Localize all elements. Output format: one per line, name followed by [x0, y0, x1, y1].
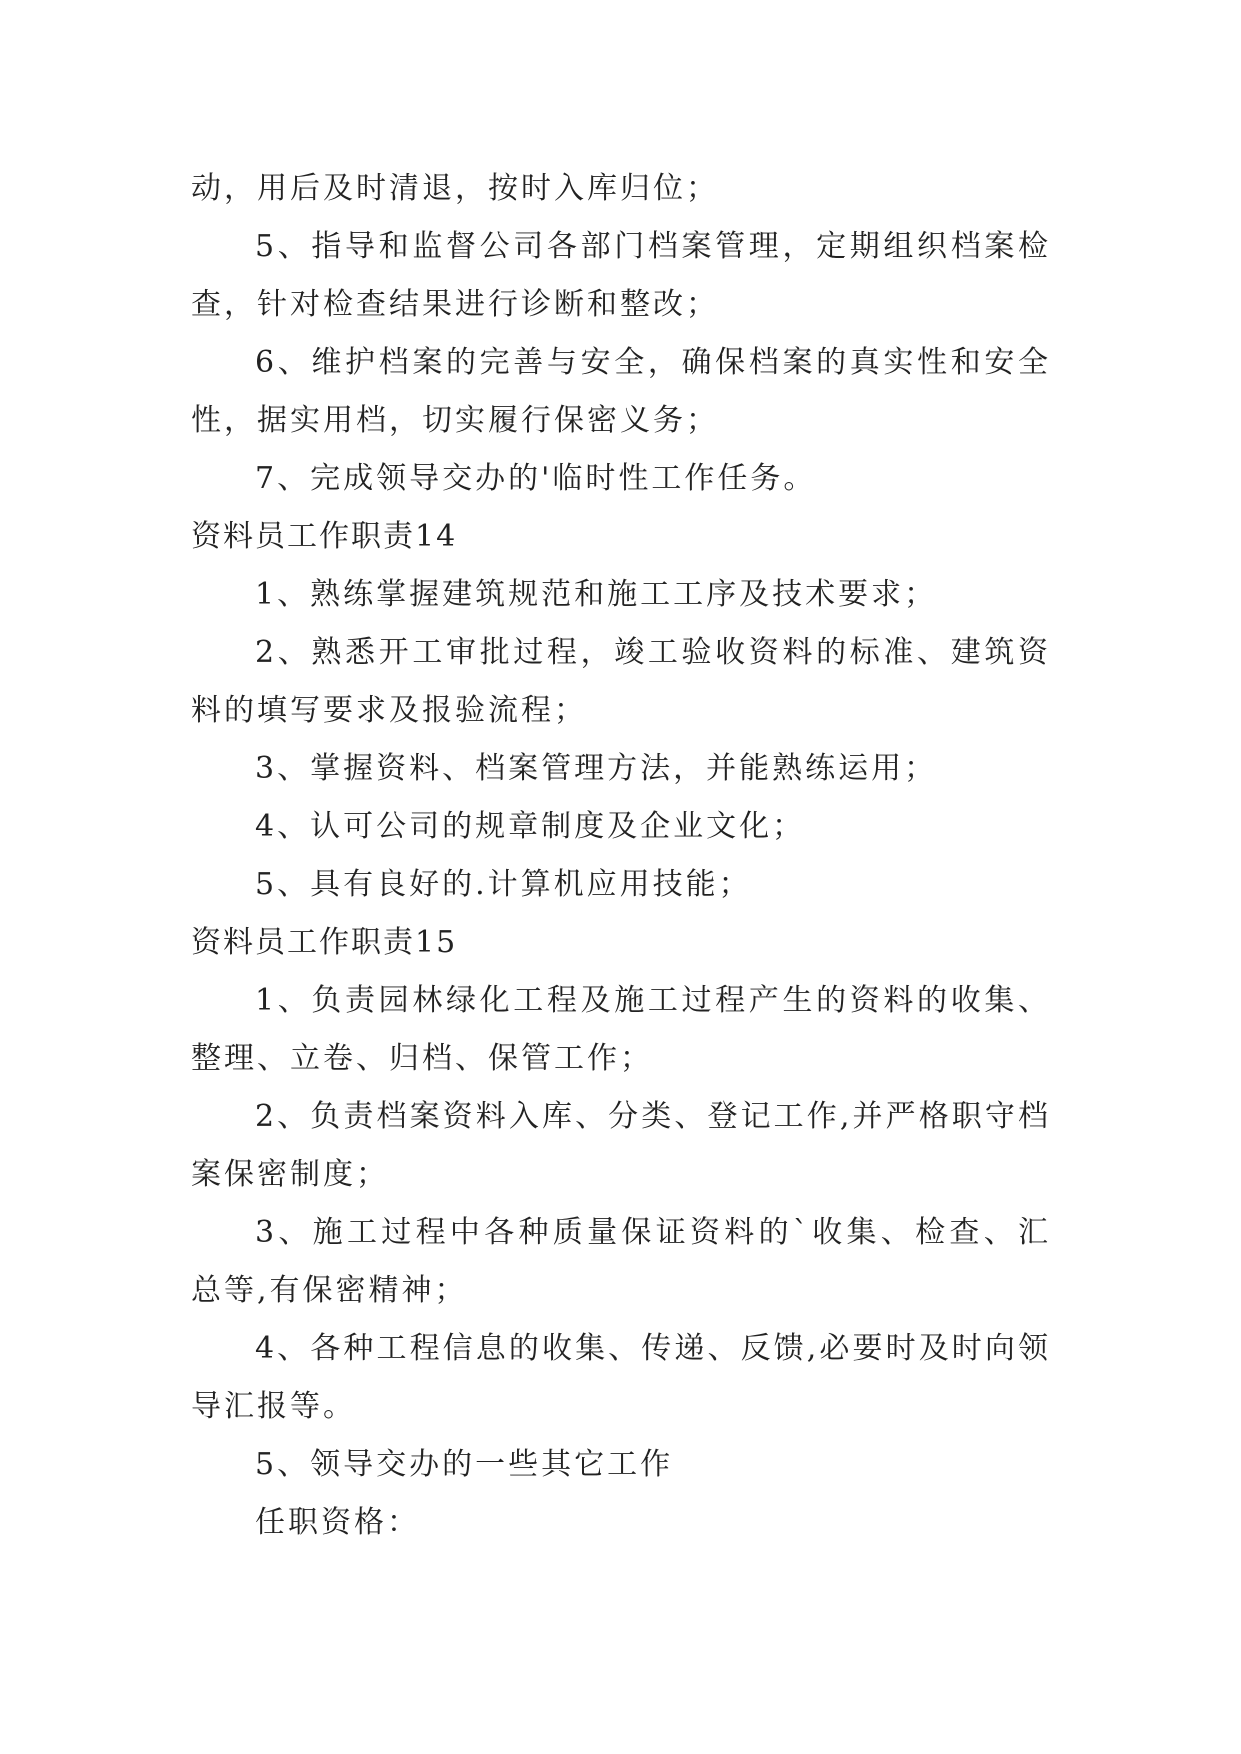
paragraph: 1、熟练掌握建筑规范和施工工序及技术要求；: [255, 577, 938, 612]
paragraph: 5、指导和监督公司各部门档案管理，定期组织档案检查，针对检查结果进行诊断和整改；: [191, 229, 1051, 322]
paragraph: 4、认可公司的规章制度及企业文化；: [255, 809, 806, 844]
paragraph: 4、各种工程信息的收集、传递、反馈,必要时及时向领导汇报等。: [191, 1331, 1051, 1424]
paragraph: 动，用后及时清退，按时入库归位；: [191, 171, 719, 206]
paragraph: 2、熟悉开工审批过程，竣工验收资料的标准、建筑资料的填写要求及报验流程；: [191, 635, 1051, 728]
paragraph: 2、负责档案资料入库、分类、登记工作,并严格职守档案保密制度；: [191, 1099, 1051, 1192]
paragraph: 3、施工过程中各种质量保证资料的`收集、检查、汇总等,有保密精神；: [191, 1215, 1051, 1308]
paragraph: 5、领导交办的一些其它工作: [255, 1447, 674, 1482]
section-heading: 资料员工作职责14: [191, 519, 458, 554]
paragraph: 6、维护档案的完善与安全，确保档案的真实性和安全性，据实用档，切实履行保密义务；: [191, 345, 1051, 438]
document-body: [191, 160, 1051, 1552]
paragraph: 任职资格：: [255, 1505, 420, 1540]
section-heading: 资料员工作职责15: [191, 925, 458, 960]
paragraph: 5、具有良好的.计算机应用技能；: [255, 867, 752, 902]
paragraph: 3、掌握资料、档案管理方法，并能熟练运用；: [255, 751, 938, 786]
paragraph: 1、负责园林绿化工程及施工过程产生的资料的收集、整理、立卷、归档、保管工作；: [191, 983, 1051, 1076]
paragraph: 7、完成领导交办的'临时性工作任务。: [255, 461, 817, 496]
